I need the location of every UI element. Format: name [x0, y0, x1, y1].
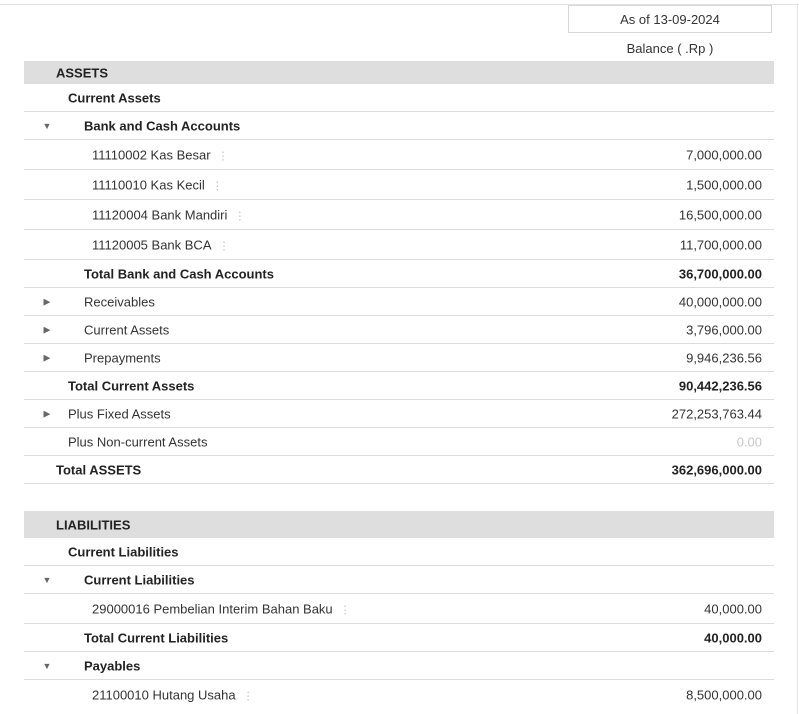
non-current-assets-row	[24, 428, 774, 456]
account-name[interactable]: 29000016 Pembelian Interim Bahan Baku ⋮	[92, 600, 350, 617]
caret-down-icon[interactable]: ▼	[42, 660, 52, 671]
heading-label: Current Assets	[68, 90, 161, 105]
account-balance[interactable]: 7,000,000.00	[686, 147, 762, 162]
account-row[interactable]	[24, 230, 774, 260]
balance-column-label: Balance ( .Rp )	[626, 40, 714, 56]
group-label: Prepayments	[84, 350, 161, 365]
kebab-menu-icon[interactable]: ⋮	[217, 150, 228, 163]
group-label: Plus Fixed Assets	[68, 406, 171, 421]
prepayments-row[interactable]	[24, 344, 774, 372]
group-value: 3,796,000.00	[686, 322, 762, 337]
section-spacer	[24, 484, 774, 511]
account-balance[interactable]: 16,500,000.00	[678, 207, 762, 222]
kebab-menu-icon[interactable]: ⋮	[234, 210, 245, 223]
payables-group-row[interactable]	[24, 652, 774, 680]
assets-section-header	[24, 61, 774, 84]
current-liabilities-group-row[interactable]	[24, 566, 774, 594]
group-value: 9,946,236.56	[686, 350, 762, 365]
group-value: 272,253,763.44	[671, 406, 762, 421]
total-current-assets-row	[24, 372, 774, 400]
caret-down-icon[interactable]: ▼	[42, 574, 52, 585]
total-label: Total ASSETS	[56, 462, 142, 477]
total-assets-row	[24, 456, 774, 484]
account-balance[interactable]: 8,500,000.00	[686, 687, 762, 703]
account-row[interactable]	[24, 680, 774, 710]
caret-down-icon[interactable]: ▼	[42, 120, 52, 131]
account-row[interactable]	[24, 594, 774, 624]
account-name[interactable]: 11120005 Bank BCA ⋮	[92, 236, 229, 253]
group-value: 0.00	[736, 434, 762, 449]
account-row[interactable]	[24, 140, 774, 170]
group-label: Bank and Cash Accounts	[84, 118, 241, 133]
kebab-menu-icon[interactable]: ⋮	[218, 240, 229, 253]
account-row[interactable]	[24, 170, 774, 200]
account-name[interactable]: 21100010 Hutang Usaha ⋮	[92, 687, 253, 703]
section-title: LIABILITIES	[56, 517, 131, 532]
account-name[interactable]: 11110010 Kas Kecil ⋮	[92, 176, 222, 193]
kebab-menu-icon[interactable]: ⋮	[211, 180, 222, 193]
account-name[interactable]: 11120004 Bank Mandiri ⋮	[92, 206, 245, 223]
total-label: Total Current Assets	[68, 378, 195, 393]
balance-column-header	[568, 38, 772, 58]
receivables-row[interactable]	[24, 288, 774, 316]
group-label: Payables	[84, 658, 141, 673]
account-row[interactable]	[24, 200, 774, 230]
group-label: Plus Non-current Assets	[68, 434, 208, 449]
total-label: Total Current Liabilities	[84, 630, 229, 645]
bank-cash-group-row[interactable]	[24, 112, 774, 140]
balance-sheet-report	[24, 61, 774, 710]
account-balance[interactable]: 40,000.00	[704, 601, 762, 616]
section-title: ASSETS	[56, 65, 109, 80]
as-of-date-label: As of 13-09-2024	[620, 11, 720, 27]
caret-right-icon[interactable]: ▶	[43, 324, 51, 334]
group-label: Current Assets	[84, 322, 170, 337]
total-value: 362,696,000.00	[671, 462, 762, 477]
heading-label: Current Liabilities	[68, 544, 179, 559]
current-assets-subgroup-row[interactable]	[24, 316, 774, 344]
caret-right-icon[interactable]: ▶	[43, 296, 51, 306]
total-value: 36,700,000.00	[678, 266, 762, 281]
current-liabilities-heading	[24, 538, 774, 566]
current-liabilities-total-row	[24, 624, 774, 652]
current-assets-heading	[24, 84, 774, 112]
kebab-menu-icon[interactable]: ⋮	[242, 690, 253, 703]
total-value: 90,442,236.56	[678, 378, 762, 393]
right-border	[797, 4, 798, 714]
account-name[interactable]: 11110002 Kas Besar ⋮	[92, 146, 228, 163]
kebab-menu-icon[interactable]: ⋮	[339, 604, 350, 617]
caret-right-icon[interactable]: ▶	[43, 352, 51, 362]
group-label: Current Liabilities	[84, 572, 195, 587]
total-value: 40,000.00	[704, 630, 762, 645]
group-value: 40,000,000.00	[678, 294, 762, 309]
total-label: Total Bank and Cash Accounts	[84, 266, 274, 281]
fixed-assets-row[interactable]	[24, 400, 774, 428]
caret-right-icon[interactable]: ▶	[43, 408, 51, 418]
liabilities-section-header	[24, 511, 774, 538]
account-balance[interactable]: 1,500,000.00	[686, 177, 762, 192]
as-of-date-header[interactable]	[568, 5, 772, 33]
bank-cash-total-row	[24, 260, 774, 288]
account-balance[interactable]: 11,700,000.00	[679, 237, 762, 252]
group-label: Receivables	[84, 294, 155, 309]
